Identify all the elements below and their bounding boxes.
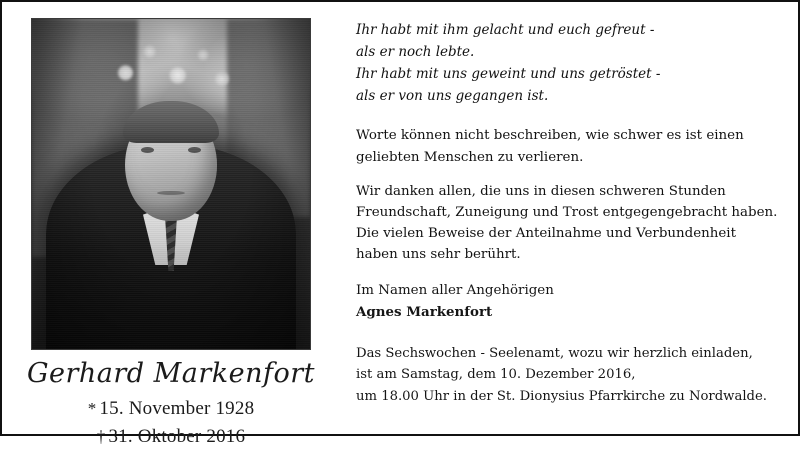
service-line-3: um 18.00 Uhr in der St. Dionysius Pfarrkirche zu Nordwalde. — [356, 388, 767, 404]
paragraph-loss: Worte können nicht beschreiben, wie schwer es ist einen geliebten Menschen zu verlieren. — [356, 128, 744, 165]
photo-flowers — [104, 26, 237, 112]
closing-block — [356, 280, 780, 323]
birth-date-line — [2, 395, 340, 423]
portrait-photo — [31, 18, 311, 350]
right-column — [340, 2, 798, 434]
service-line-2: ist am Samstag, dem 10. Dezember 2016, — [356, 367, 636, 383]
photo-mouth — [157, 191, 185, 195]
poem-line-3: Ihr habt mit uns geweint und uns getröstet - — [356, 65, 661, 82]
service-line-1: Das Sechswochen - Seelenamt, wozu wir herzlich einladen, — [356, 346, 753, 362]
poem-line-2: als er noch lebte. — [356, 43, 475, 60]
photo-eye-left — [141, 147, 154, 153]
service-announcement — [356, 343, 780, 406]
closing-line-family: Im Namen aller Angehörigen — [356, 283, 554, 299]
life-dates — [2, 395, 340, 450]
birth-symbol-icon: * — [87, 399, 97, 418]
poem-line-4: als er von uns gegangen ist. — [356, 87, 549, 104]
poem-line-1: Ihr habt mit ihm gelacht und euch gefreut - — [356, 22, 655, 38]
deceased-name: Gerhard Markenfort — [26, 358, 316, 389]
death-date-line — [2, 423, 340, 450]
paragraph-thanks: Wir danken allen, die uns in diesen schweren Stunden Freundschaft, Zuneigung und Trost entgegengebracht haben. Die vielen Beweise der Anteilnahme und Verbundenheit haben uns sehr berührt. — [356, 183, 778, 263]
photo-eye-right — [188, 147, 201, 153]
poem-block — [356, 20, 780, 107]
cross-symbol-icon: † — [96, 426, 106, 446]
birth-date-text: 15. November 1928 — [99, 398, 255, 419]
closing-signatory-name: Agnes Markenfort — [356, 303, 493, 320]
left-column — [2, 2, 340, 447]
death-date-text: 31. Oktober 2016 — [108, 425, 246, 447]
